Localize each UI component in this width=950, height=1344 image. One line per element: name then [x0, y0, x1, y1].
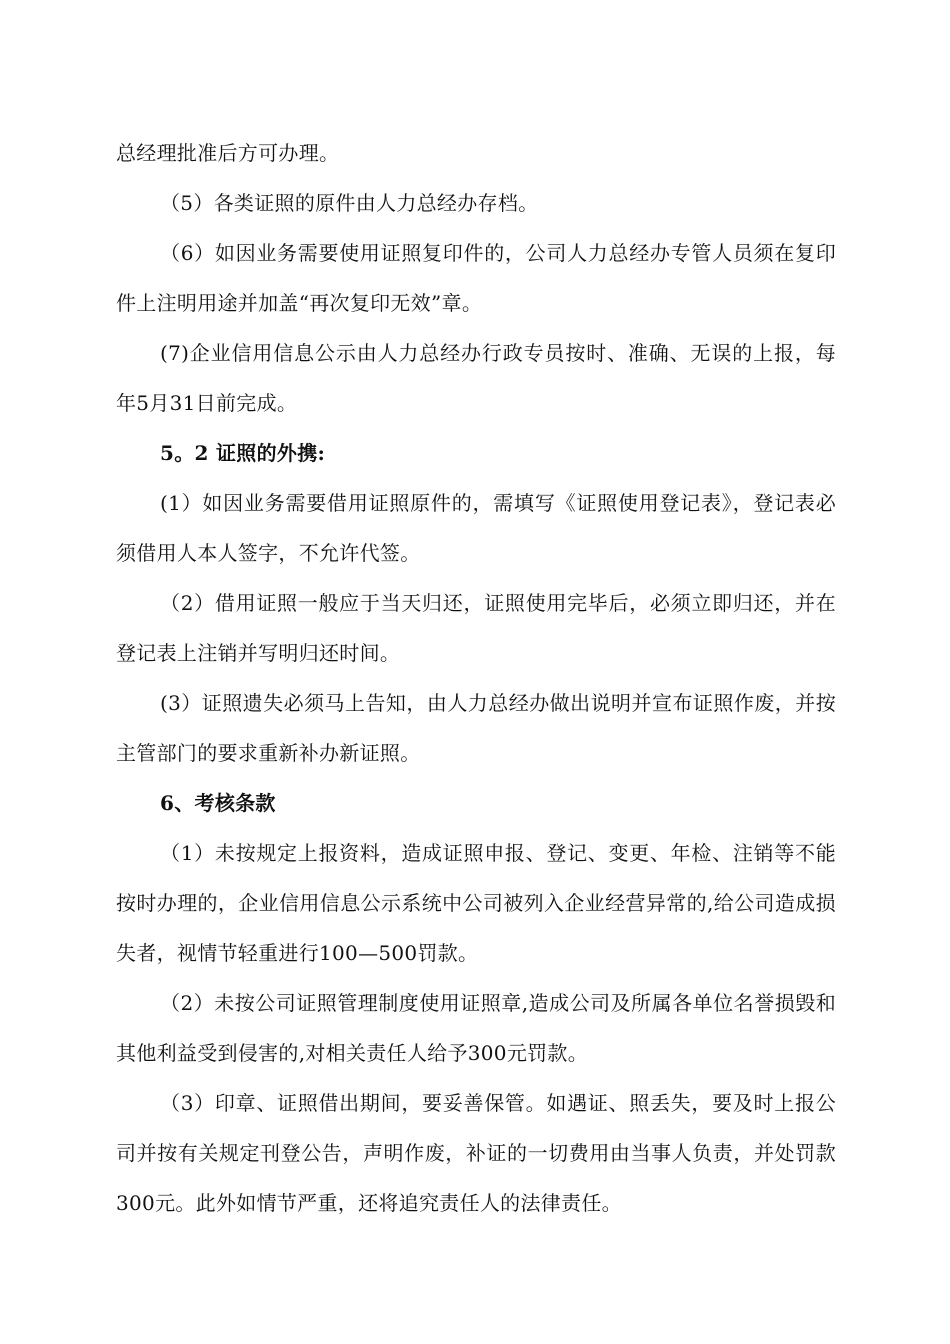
section-heading-6: 6、考核条款 — [160, 791, 276, 815]
paragraph-carry-2: （2）借用证照一般应于当天归还，证照使用完毕后，必须立即归还，并在登记表上注销并写明归还时间。 — [116, 591, 836, 665]
paragraph-assessment-2: （2）未按公司证照管理制度使用证照章,造成公司及所属各单位名誉损毁和其他利益受到侵害的,对相关责任人给予300元罚款。 — [116, 991, 836, 1065]
paragraph-carry-1: (1）如因业务需要借用证照原件的，需填写《证照使用登记表》，登记表必须借用人本人签字，不允许代签。 — [116, 491, 836, 565]
paragraph-item-7: (7)企业信用信息公示由人力总经办行政专员按时、准确、无误的上报，每年5月31日前完成。 — [116, 341, 836, 415]
paragraph-continuation: 总经理批准后方可办理。 — [116, 141, 340, 165]
paragraph-carry-3: (3）证照遗失必须马上告知，由人力总经办做出说明并宣布证照作废，并按主管部门的要求重新补办新证照。 — [116, 691, 836, 765]
paragraph-assessment-3: （3）印章、证照借出期间，要妥善保管。如遇证、照丢失，要及时上报公司并按有关规定刊登公告，声明作废，补证的一切费用由当事人负责，并处罚款300元。此外如情节严重，还将追究责任人的法律责任。 — [116, 1091, 836, 1215]
paragraph-assessment-1: （1）未按规定上报资料，造成证照申报、登记、变更、年检、注销等不能按时办理的，企业信用信息公示系统中公司被列入企业经营异常的,给公司造成损失者，视情节轻重进行100—500罚款。 — [116, 841, 836, 965]
paragraph-item-6: （6）如因业务需要使用证照复印件的，公司人力总经办专管人员须在复印件上注明用途并加盖“再次复印无效”章。 — [116, 241, 836, 315]
paragraph-item-5: （5）各类证照的原件由人力总经办存档。 — [160, 191, 539, 215]
section-heading-5-2: 5。2 证照的外携: — [160, 441, 326, 465]
document-body — [116, 128, 836, 1228]
